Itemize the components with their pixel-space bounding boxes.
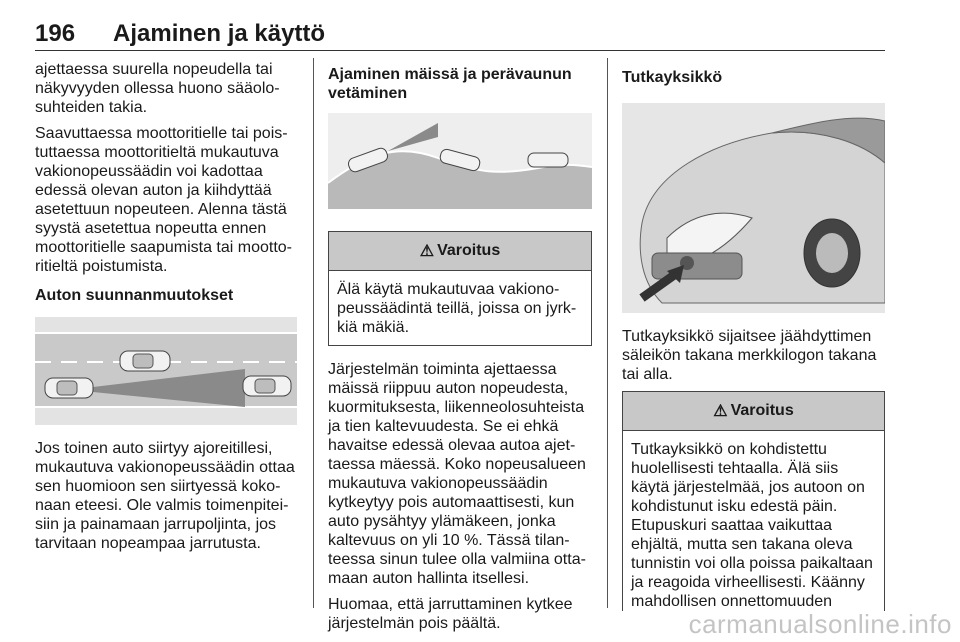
- column-3: [622, 60, 885, 611]
- warning-icon: ⚠: [713, 403, 728, 420]
- column-divider: [313, 58, 314, 608]
- column-2: [328, 60, 592, 640]
- paragraph: Huomaa, että jarruttaminen kytkee järjestelmän pois päältä.: [328, 596, 573, 632]
- paragraph: Jos toinen auto siirtyy ajoreitillesi, mukautuva vakionopeussäädin ottaa sen huomioon sen siirtyessä koko-naan eteesi. Ole valmis toimenpitei-siin ja painamaan jarrupoljinta, jos tarvitaan nopeampaa jarrutusta.: [35, 440, 295, 552]
- page-header: [35, 20, 885, 50]
- car-icon: [45, 378, 93, 398]
- lane-change-illustration: [35, 317, 297, 425]
- section-heading: Ajaminen mäissä ja perävaunun vetäminen: [328, 66, 572, 102]
- warning-box: [622, 391, 885, 611]
- car-icon: [120, 351, 170, 371]
- car-icon: [243, 376, 291, 396]
- warning-text: Tutkayksikkö on kohdistettu huolellisesti tehtaalla. Älä siis käytä järjestelmää, jos autoon on kohdistunut isku edestä päin. Etupuskuri saattaa vaikuttaa ehjältä, mutta sen takana oleva tunnistin voi olla poissa paikaltaan ja reagoida virheellisesti. Käänny mahdollisen onnettomuuden: [631, 441, 873, 610]
- column-divider: [607, 58, 608, 608]
- paragraph: Saavuttaessa moottoritielle tai pois-tuttaessa moottoritieltä mukautuva vakionopeussäädin voi kadottaa edessä olevan auton ja kiihdyttää asetettuun nopeuteen. Alenna tästä syystä asetettua nopeutta ennen moottoritielle saapumista tai mootto-ritieltä poistumista.: [35, 125, 292, 275]
- warning-icon: ⚠: [419, 243, 435, 260]
- paragraph: ajettaessa suurella nopeudella tai näkyvyyden ollessa huono sääolo-suhteiden takia.: [35, 61, 280, 116]
- warning-title: Varoitus: [437, 242, 501, 259]
- warning-title: Varoitus: [730, 402, 794, 419]
- warning-header: [623, 392, 884, 431]
- watermark: carmanualsonline.info: [688, 609, 952, 639]
- header-rule: [35, 50, 885, 51]
- warning-text: Älä käytä mukautuvaa vakiono-peussäädintä teillä, joissa on jyrk-kiä mäkiä.: [337, 281, 577, 336]
- radar-unit-car-illustration: [622, 103, 885, 313]
- paragraph: Tutkayksikkö sijaitsee jäähdyttimen säleikön takana merkkilogon takana tai alla.: [622, 328, 877, 383]
- chapter-title: Ajaminen ja käyttö: [113, 20, 326, 47]
- section-heading: Auton suunnanmuutokset: [35, 287, 234, 304]
- page-number: 196: [35, 20, 76, 47]
- warning-box: [328, 231, 592, 346]
- hill-driving-illustration: [328, 113, 592, 209]
- paragraph: Järjestelmän toiminta ajettaessa mäissä riippuu auton nopeudesta, kuormituksesta, liikenneolosuhteista ja tien kaltevuudesta. Se ei ehkä havaitse edessä olevaa autoa ajet-taessa mäessä. Koko nopeusalueen mukautuva vakionopeussäädin kytkeytyy pois automaattisesti, kun auto pysähtyy ylämäkeen, jonka kaltevuus on yli 10 %. Tässä tilan-teessa sinun tulee olla valmiina otta-maan auton hallinta itsellesi.: [328, 361, 586, 587]
- car-icon: [528, 153, 568, 167]
- section-heading: Tutkayksikkö: [622, 69, 723, 86]
- column-1: [35, 60, 297, 560]
- warning-header: [329, 232, 591, 271]
